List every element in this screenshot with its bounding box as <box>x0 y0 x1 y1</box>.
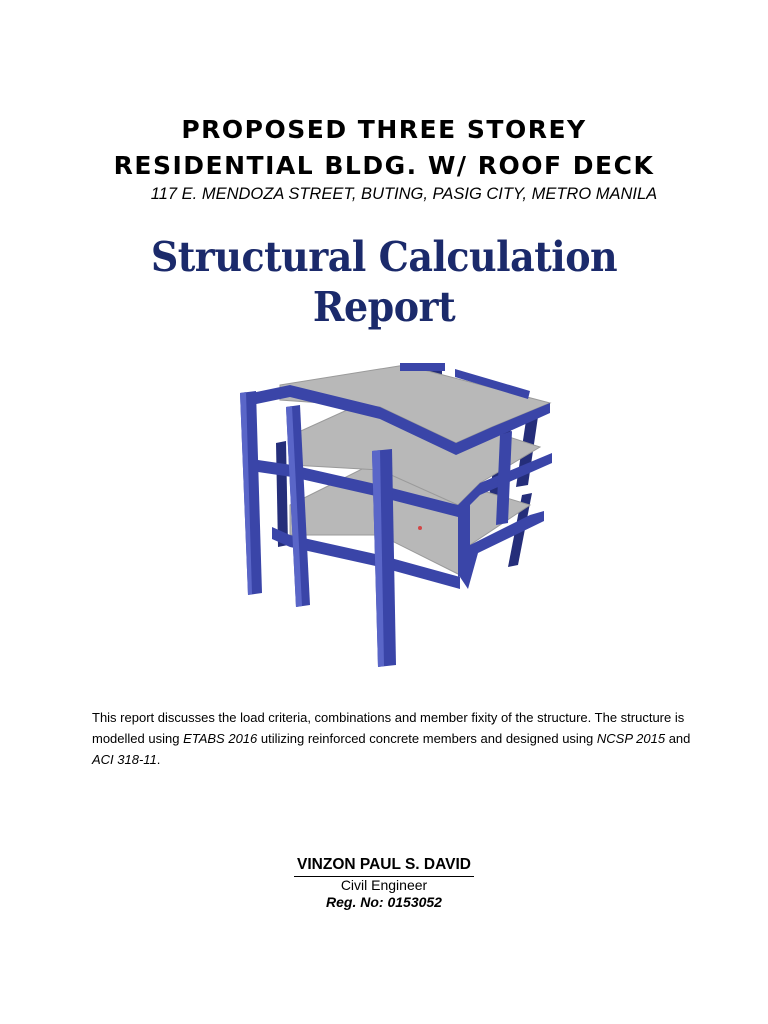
intro-text-2: utilizing reinforced concrete members and designed using <box>257 731 597 746</box>
signatory-name: VINZON PAUL S. DAVID <box>294 855 474 877</box>
intro-paragraph <box>92 707 692 770</box>
intro-text-4: . <box>156 752 161 767</box>
intro-code-aci: ACI 318-11 <box>92 752 157 767</box>
column-front-step <box>458 505 470 577</box>
roof-beam-top <box>400 363 445 371</box>
intro-code-ncsp: NCSP 2015 <box>596 731 666 746</box>
report-title-line-1: Structural Calculation <box>150 232 618 281</box>
intro-text-3: and <box>665 731 691 746</box>
project-address: 117 E. MENDOZA STREET, BUTING, PASIG CITY, METRO MANILA <box>150 185 658 203</box>
intro-software: ETABS 2016 <box>183 731 258 746</box>
intro-text-1: This report discusses the load criteria, combinations and member fixity of the structure. The structure is modelled using <box>92 710 685 746</box>
building-frame-illustration <box>230 355 560 675</box>
structural-model-image <box>230 355 560 675</box>
signatory-role: Civil Engineer <box>340 877 428 893</box>
signatory-name-block <box>0 855 768 877</box>
model-marker-dot <box>418 526 422 530</box>
project-title-line-1: PROPOSED THREE STOREY <box>181 115 587 144</box>
report-title-line-2: Report <box>312 282 456 331</box>
signatory-registration: Reg. No: 0153052 <box>326 894 442 910</box>
project-title-line-2: RESIDENTIAL BLDG. W/ ROOF DECK <box>113 151 655 180</box>
